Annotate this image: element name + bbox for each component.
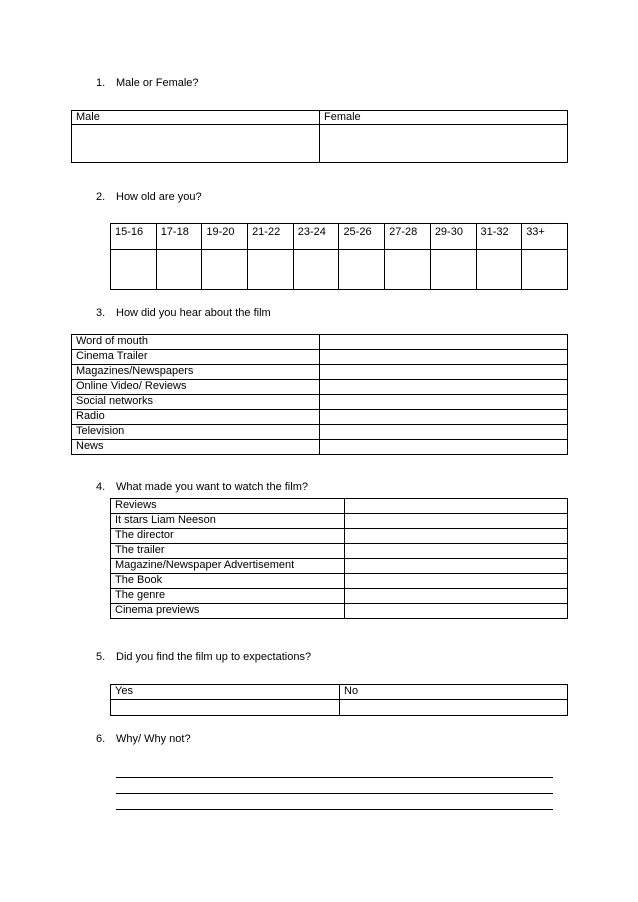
age-option: 17-18 — [156, 224, 202, 250]
reason-option: The Book — [111, 574, 345, 589]
reason-answer-cell[interactable] — [345, 589, 568, 604]
question-1-text: Male or Female? — [116, 77, 199, 89]
source-option: Cinema Trailer — [72, 350, 320, 365]
source-answer-cell[interactable] — [320, 410, 568, 425]
expectations-option-no: No — [340, 685, 568, 700]
question-1-number: 1. — [96, 77, 106, 89]
question-3-number: 3. — [96, 307, 106, 319]
expectations-option-yes: Yes — [111, 685, 340, 700]
source-option: Word of mouth — [72, 335, 320, 350]
question-6 — [96, 733, 191, 745]
source-answer-cell[interactable] — [320, 395, 568, 410]
source-answer-cell[interactable] — [320, 440, 568, 455]
question-5-text: Did you find the film up to expectations? — [116, 651, 312, 663]
question-3-text: How did you hear about the film — [116, 307, 271, 319]
source-option: Online Video/ Reviews — [72, 380, 320, 395]
reason-option: It stars Liam Neeson — [111, 514, 345, 529]
reason-answer-cell[interactable] — [345, 499, 568, 514]
question-6-number: 6. — [96, 733, 106, 745]
source-option: Social networks — [72, 395, 320, 410]
reason-answer-cell[interactable] — [345, 544, 568, 559]
question-2-number: 2. — [96, 191, 106, 203]
source-option: Magazines/Newspapers — [72, 365, 320, 380]
age-answer-cell[interactable] — [522, 250, 568, 290]
reason-option: Magazine/Newspaper Advertisement — [111, 559, 345, 574]
question-5 — [96, 651, 311, 663]
question-4 — [96, 481, 308, 493]
age-answer-cell[interactable] — [202, 250, 248, 290]
gender-option-male: Male — [72, 111, 320, 125]
gender-option-female: Female — [320, 111, 568, 125]
age-answer-cell[interactable] — [430, 250, 476, 290]
reason-table — [110, 498, 568, 619]
age-option: 33+ — [522, 224, 568, 250]
reason-answer-cell[interactable] — [345, 559, 568, 574]
reason-answer-cell[interactable] — [345, 529, 568, 544]
reason-answer-cell[interactable] — [345, 514, 568, 529]
age-answer-cell[interactable] — [385, 250, 431, 290]
source-answer-cell[interactable] — [320, 365, 568, 380]
expectations-table — [110, 684, 568, 716]
age-answer-cell[interactable] — [111, 250, 157, 290]
question-4-number: 4. — [96, 481, 106, 493]
gender-table — [71, 110, 568, 163]
age-answer-cell[interactable] — [476, 250, 522, 290]
reason-option: The genre — [111, 589, 345, 604]
source-answer-cell[interactable] — [320, 425, 568, 440]
age-option: 31-32 — [476, 224, 522, 250]
question-2 — [96, 191, 202, 203]
age-option: 21-22 — [248, 224, 294, 250]
question-2-text: How old are you? — [116, 191, 202, 203]
question-3 — [96, 307, 271, 319]
source-table — [71, 334, 568, 455]
reason-option: Reviews — [111, 499, 345, 514]
age-table — [110, 223, 568, 290]
source-option: Television — [72, 425, 320, 440]
reason-option: Cinema previews — [111, 604, 345, 619]
reason-option: The director — [111, 529, 345, 544]
source-option: Radio — [72, 410, 320, 425]
expectations-answer-yes[interactable] — [111, 700, 340, 716]
source-answer-cell[interactable] — [320, 350, 568, 365]
gender-answer-male[interactable] — [72, 125, 320, 163]
expectations-answer-no[interactable] — [340, 700, 568, 716]
reason-option: The trailer — [111, 544, 345, 559]
question-4-text: What made you want to watch the film? — [116, 481, 308, 493]
age-option: 23-24 — [293, 224, 339, 250]
age-answer-cell[interactable] — [248, 250, 294, 290]
age-option: 15-16 — [111, 224, 157, 250]
question-1 — [96, 77, 199, 89]
answer-line[interactable] — [116, 777, 553, 778]
age-option: 27-28 — [385, 224, 431, 250]
source-answer-cell[interactable] — [320, 380, 568, 395]
reason-answer-cell[interactable] — [345, 574, 568, 589]
source-option: News — [72, 440, 320, 455]
question-6-text: Why/ Why not? — [116, 733, 191, 745]
question-5-number: 5. — [96, 651, 106, 663]
answer-line[interactable] — [116, 793, 553, 794]
gender-answer-female[interactable] — [320, 125, 568, 163]
source-answer-cell[interactable] — [320, 335, 568, 350]
age-option: 25-26 — [339, 224, 385, 250]
age-answer-cell[interactable] — [156, 250, 202, 290]
answer-line[interactable] — [116, 809, 553, 810]
age-option: 29-30 — [430, 224, 476, 250]
age-answer-cell[interactable] — [293, 250, 339, 290]
age-answer-cell[interactable] — [339, 250, 385, 290]
reason-answer-cell[interactable] — [345, 604, 568, 619]
age-option: 19-20 — [202, 224, 248, 250]
